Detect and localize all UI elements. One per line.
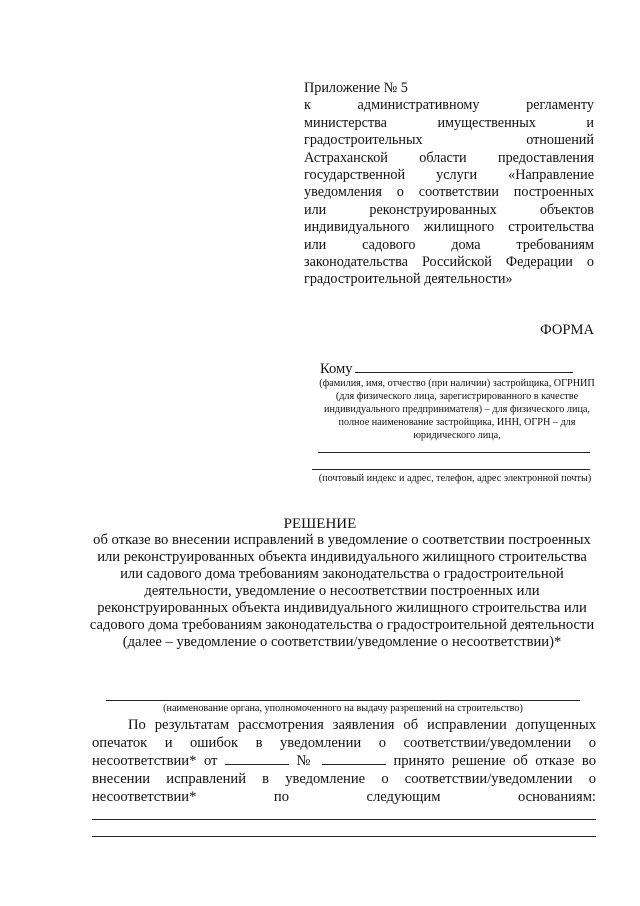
annex-line: градостроительных отношений: [304, 132, 594, 149]
body-line: несоответствии* по следующим основаниям:: [92, 789, 596, 805]
address-note: (почтовый индекс и адрес, телефон, адрес электронной почты): [318, 473, 592, 484]
decision-subtitle: об отказе во внесении исправлений в уведомление о соответствии построенных или реконструированных объекта индивидуального жилищного строительства или садового дома требованиям законодательства о градостроительной деятельности, уведомление о несоответствии построенных или реконструированных объекта индивидуального жилищного строительства или садового дома требованиям законодательства о градостроительной деятельности (далее – уведомление о соответствии/уведомление о несоответствии)*: [89, 532, 595, 650]
recipient-line: [320, 361, 573, 378]
address-blank-line[interactable]: [312, 469, 590, 470]
recipient-label: Кому: [320, 361, 353, 377]
annex-line: уведомления о соответствии построенных: [304, 184, 594, 201]
annex-line: индивидуального жилищного строительства: [304, 219, 594, 236]
form-label: ФОРМА: [540, 322, 594, 338]
recipient-note: (фамилия, имя, отчество (при наличии) застройщика, ОГРНИП (для физического лица, зарегистрированного в качестве индивидуального предпринимателя) – для физического лица, полное наименование застройщика, ИНН, ОГРН – для юридического лица,: [319, 378, 595, 441]
decision-body: [92, 716, 596, 806]
body-text: несоответствии* от: [92, 753, 218, 769]
authority-blank-line[interactable]: [106, 700, 580, 701]
recipient-blank[interactable]: [355, 371, 573, 373]
body-text: №: [296, 753, 315, 769]
authority-note: (наименование органа, уполномоченного на выдачу разрешений на строительство): [163, 703, 523, 714]
annex-line: Астраханской области предоставления: [304, 149, 594, 166]
decision-title: РЕШЕНИЕ: [283, 516, 357, 532]
recipient-blank-line[interactable]: [318, 452, 590, 453]
grounds-blank-line[interactable]: [92, 819, 596, 820]
body-line: опечаток и ошибок в уведомлении о соответствии/уведомлении о: [92, 735, 596, 751]
body-text: принято решение об отказе во: [393, 753, 596, 769]
annex-line: министерства имущественных и: [304, 114, 594, 131]
annex-line: Приложение № 5: [304, 80, 408, 96]
annex-header: [304, 80, 594, 289]
number-blank[interactable]: [322, 754, 386, 765]
grounds-blank-line[interactable]: [92, 836, 596, 837]
annex-line: к административному регламенту: [304, 97, 594, 114]
body-line-with-blanks: [92, 752, 596, 770]
annex-line: законодательства Российской Федерации о: [304, 254, 594, 271]
annex-line: или реконструированных объектов: [304, 201, 594, 218]
annex-line: градостроительной деятельности»: [304, 271, 513, 288]
date-blank[interactable]: [225, 754, 289, 765]
annex-line: государственной услуги «Направление: [304, 167, 594, 184]
body-line: По результатам рассмотрения заявления об исправлении допущенных: [128, 717, 596, 733]
annex-line: или садового дома требованиям: [304, 236, 594, 253]
body-line: внесении исправлений в уведомление о соответствии/уведомлении о: [92, 771, 596, 787]
